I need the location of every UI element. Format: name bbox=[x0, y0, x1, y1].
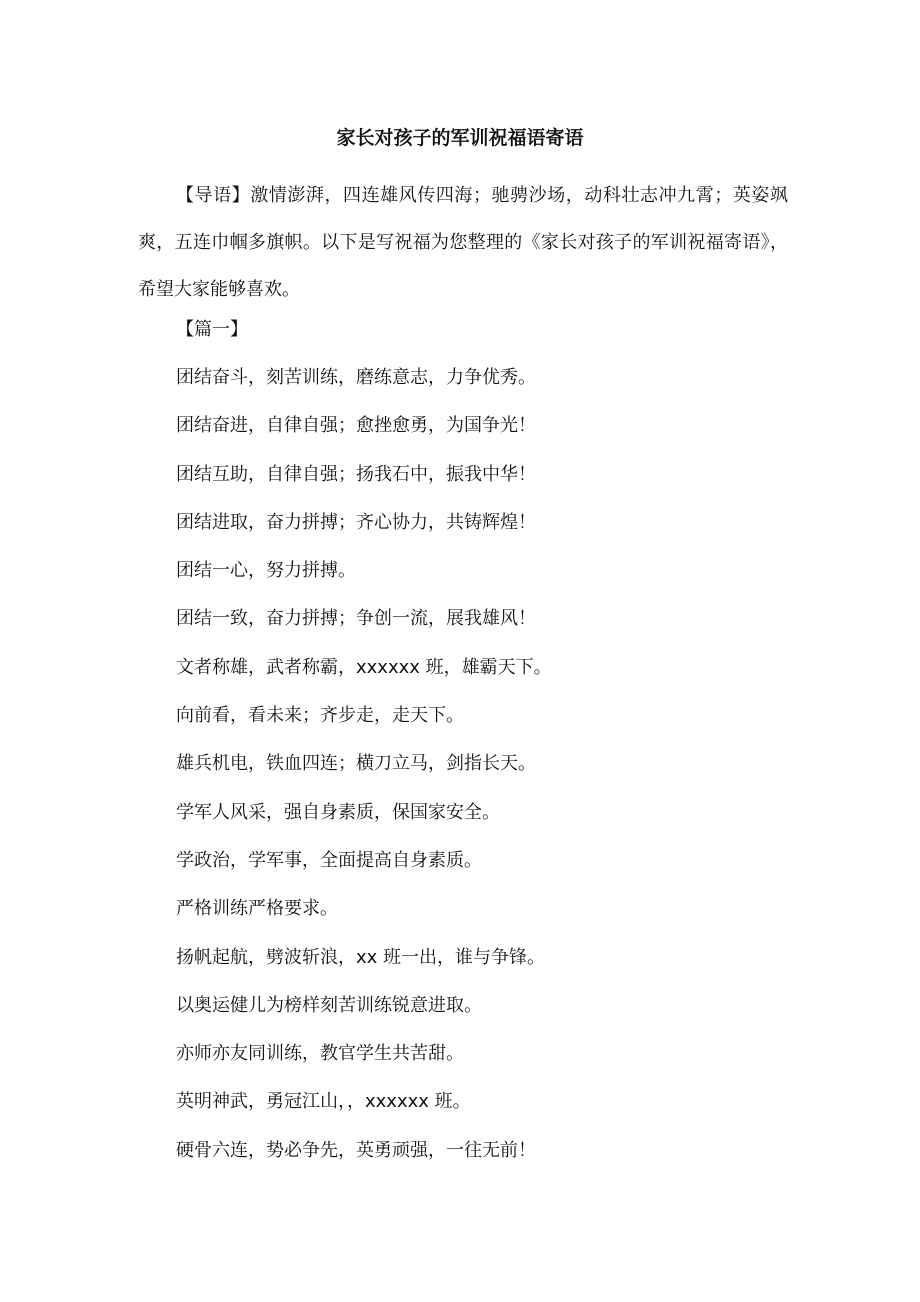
slogan-line: 团结互助，自律自强；扬我石中，振我中华！ bbox=[176, 463, 536, 485]
slogan-line: 扬帆起航，劈波斩浪，xx 班一出，谁与争锋。 bbox=[176, 946, 546, 968]
slogan-line: 英明神武，勇冠江山，，xxxxxx 班。 bbox=[176, 1091, 471, 1113]
slogan-line: 学政治，学军事，全面提高自身素质。 bbox=[176, 849, 482, 871]
slogan-line: 以奥运健儿为榜样刻苦训练锐意进取。 bbox=[176, 994, 482, 1016]
slogan-line: 严格训练严格要求。 bbox=[176, 898, 338, 920]
slogan-list bbox=[176, 360, 796, 1181]
slogan-line: 向前看，看未来；齐步走，走天下。 bbox=[176, 705, 464, 727]
slogan-line: 亦师亦友同训练，教官学生共苦甜。 bbox=[176, 1043, 464, 1065]
slogan-line: 雄兵机电，铁血四连；横刀立马，剑指长天。 bbox=[176, 753, 536, 775]
slogan-line: 学军人风采，强自身素质，保国家安全。 bbox=[176, 801, 500, 823]
slogan-line: 团结一心，努力拼搏。 bbox=[176, 560, 356, 582]
slogan-line: 团结奋进，自律自强；愈挫愈勇，为国争光！ bbox=[176, 415, 536, 437]
slogan-line: 团结奋斗，刻苦训练，磨练意志，力争优秀。 bbox=[176, 367, 536, 388]
slogan-line: 文者称雄，武者称霸，xxxxxx 班，雄霸天下。 bbox=[176, 656, 552, 678]
document-title: 家长对孩子的军训祝福语寄语 bbox=[336, 127, 584, 149]
slogan-line: 硬骨六连，势必争先，英勇顽强，一往无前！ bbox=[176, 1139, 536, 1161]
intro-paragraph: 【导语】激情澎湃，四连雄风传四海；驰骋沙场，动科壮志冲九霄；英姿飒爽，五连巾帼多旗帜。以下是写祝福为您整理的《家长对孩子的军训祝福寄语》，希望大家能够喜欢。 bbox=[138, 185, 788, 300]
slogan-line: 团结一致，奋力拼搏；争创一流，展我雄风！ bbox=[176, 608, 536, 630]
slogan-line: 团结进取，奋力拼搏；齐心协力，共铸辉煌！ bbox=[176, 511, 536, 533]
section-heading: 【篇一】 bbox=[176, 319, 248, 340]
